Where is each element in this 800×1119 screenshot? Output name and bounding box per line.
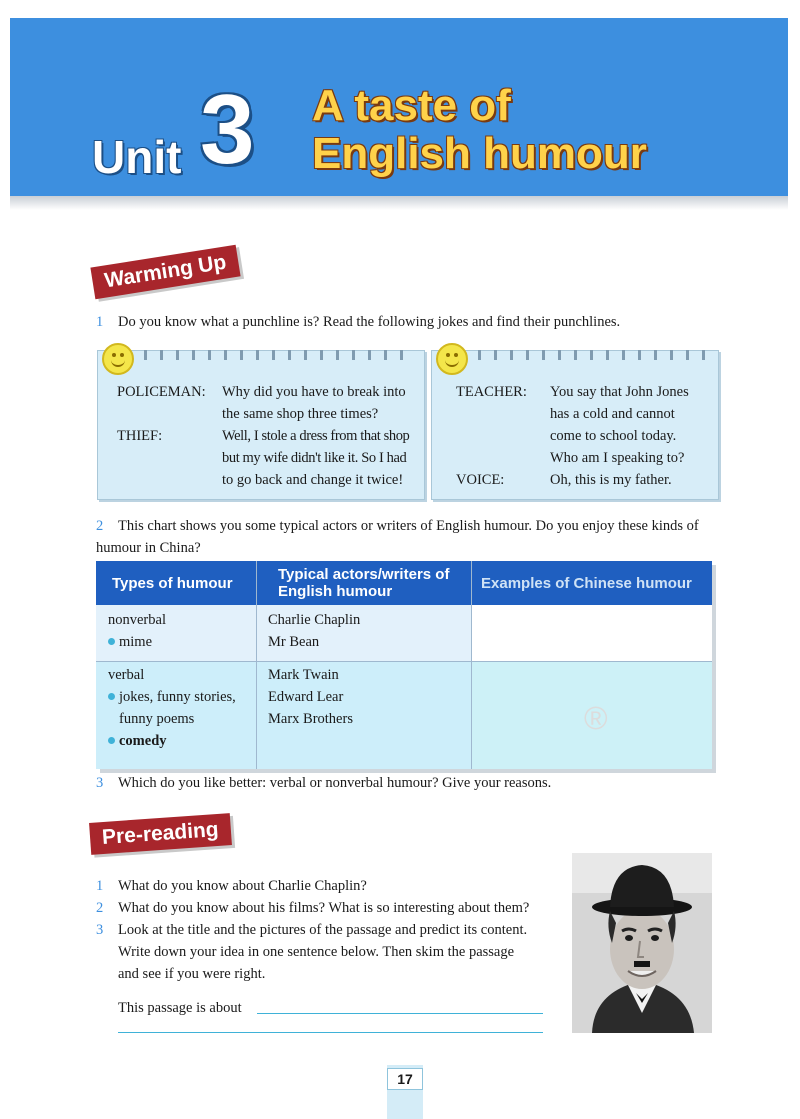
joke-speaker: POLICEMAN: [117, 384, 206, 400]
question-text: Do you know what a punchline is? Read the following jokes and find their punchlines. [118, 314, 621, 330]
joke-line: Well, I stole a dress from that shop [222, 428, 410, 444]
spiral-binding [144, 350, 414, 360]
unit-label: Unit [92, 131, 182, 183]
humour-writer: Mark Twain [268, 667, 339, 683]
table-divider [256, 561, 257, 769]
smiley-icon [436, 343, 468, 375]
question-number: 2 [96, 518, 104, 534]
joke-line: You say that John Jones [550, 384, 689, 400]
unit-title-line1: A taste of [312, 81, 511, 130]
humour-type: verbal [108, 667, 145, 683]
joke-line: the same shop three times? [222, 406, 379, 422]
table-divider [471, 561, 472, 769]
joke-card-2 [431, 350, 719, 500]
joke-speaker: VOICE: [456, 472, 505, 488]
humour-writer: Marx Brothers [268, 711, 353, 727]
question-text: What do you know about Charlie Chaplin? [118, 878, 367, 894]
table-header-cell: Typical actors/writers of English humour [278, 566, 450, 600]
joke-speaker: TEACHER: [456, 384, 527, 400]
joke-line: Oh, this is my father. [550, 472, 672, 488]
question-3 [96, 772, 551, 794]
banner-shadow [10, 196, 788, 210]
joke-line: to go back and change it twice! [222, 472, 404, 488]
unit-number: 3 [200, 74, 255, 184]
registered-watermark: ® [584, 700, 608, 736]
question-number: 3 [96, 775, 104, 791]
smiley-icon [102, 343, 134, 375]
joke-line: come to school today. [550, 428, 677, 444]
joke-card-1 [97, 350, 425, 500]
humour-writer: Edward Lear [268, 689, 344, 705]
humour-subtype: mime [108, 631, 152, 653]
spiral-binding [478, 350, 708, 360]
question-1 [96, 311, 620, 333]
question-number: 1 [96, 314, 104, 330]
bullet-icon [108, 638, 115, 645]
answer-line[interactable] [118, 1032, 543, 1033]
joke-speaker: THIEF: [117, 428, 163, 444]
question-number: 2 [96, 900, 104, 916]
table-cell-empty [471, 605, 712, 661]
pre-reading-question-2 [96, 897, 529, 919]
question-2 [96, 515, 736, 559]
bullet-icon [108, 693, 115, 700]
bullet-icon [108, 737, 115, 744]
joke-line: but my wife didn't like it. So I had [222, 450, 407, 466]
unit-title [312, 82, 647, 178]
question-number: 3 [96, 922, 104, 938]
page-number: 17 [387, 1068, 423, 1090]
question-text: Look at the title and the pictures of the passage and predict its content. [118, 922, 528, 938]
pre-reading-tag: Pre-reading [89, 813, 232, 855]
question-text: Which do you like better: verbal or nonverbal humour? Give your reasons. [118, 775, 552, 791]
humour-type: nonverbal [108, 612, 166, 628]
unit-title-line2: English humour [312, 129, 647, 178]
warming-up-tag: Warming Up [90, 245, 240, 300]
pre-reading-question-1 [96, 875, 367, 897]
table-header-cell: Examples of Chinese humour [481, 574, 692, 592]
pre-reading-question-3 [96, 919, 527, 985]
joke-line: has a cold and cannot [550, 406, 675, 422]
question-text: and see if you were right. [118, 966, 266, 982]
joke-line: Why did you have to break into [222, 384, 406, 400]
answer-line[interactable] [257, 1013, 543, 1014]
charlie-chaplin-photo [572, 853, 712, 1033]
humour-subtype: jokes, funny stories, [108, 686, 236, 708]
table-header-cell: Types of humour [112, 574, 233, 592]
question-text: What do you know about his films? What is so interesting about them? [118, 900, 530, 916]
question-number: 1 [96, 878, 104, 894]
joke-line: Who am I speaking to? [550, 450, 685, 466]
humour-actor: Mr Bean [268, 634, 320, 650]
question-text: This chart shows you some typical actors or writers of English humour. Do you enjoy these kinds of humour in China? [96, 518, 699, 556]
table-divider [96, 661, 712, 662]
humour-subtype: funny poems [119, 711, 195, 727]
humour-table [96, 561, 712, 769]
humour-subtype: comedy [108, 730, 167, 752]
question-text: Write down your idea in one sentence below. Then skim the passage [118, 944, 515, 960]
answer-prompt: This passage is about [118, 1000, 242, 1016]
humour-actor: Charlie Chaplin [268, 612, 361, 628]
